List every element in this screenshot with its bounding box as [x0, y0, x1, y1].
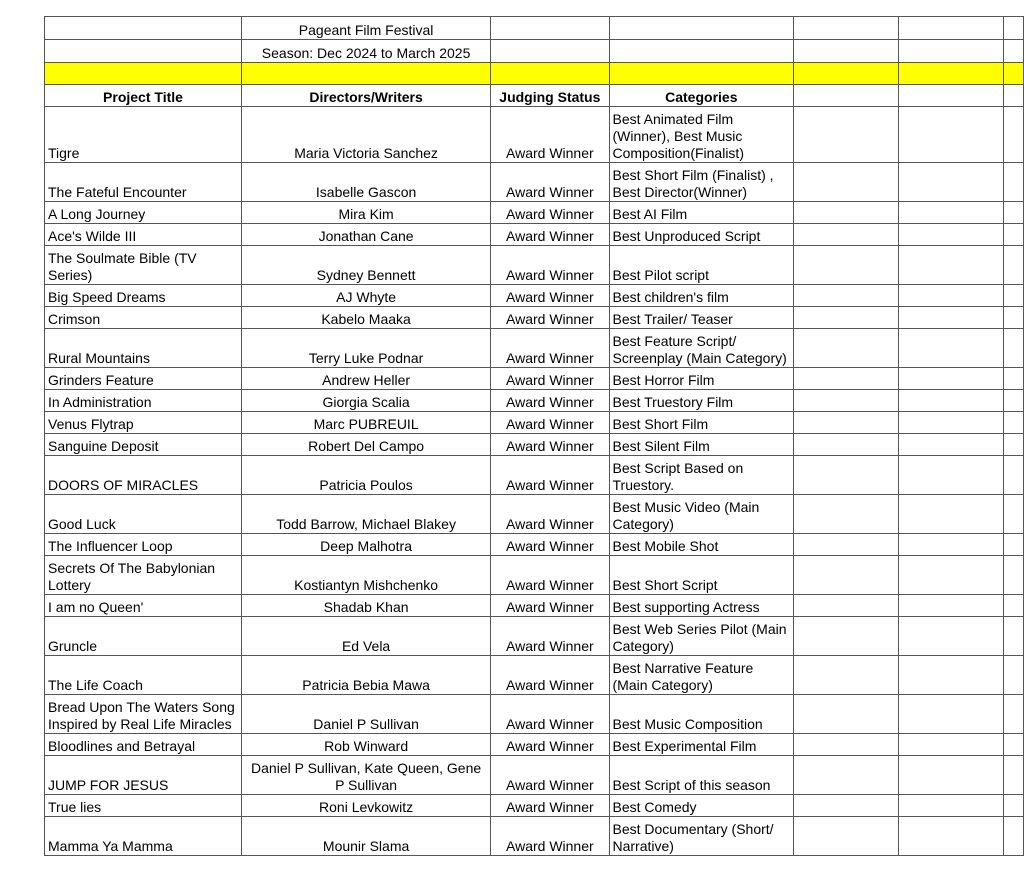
directors-cell[interactable]: Maria Victoria Sanchez	[242, 107, 491, 163]
cell[interactable]	[899, 390, 1004, 412]
cell[interactable]	[794, 734, 899, 756]
cell[interactable]	[899, 434, 1004, 456]
judging-status-cell[interactable]: Award Winner	[491, 617, 609, 656]
cell[interactable]	[794, 556, 899, 595]
cell[interactable]	[899, 617, 1004, 656]
header-directors-writers[interactable]: Directors/Writers	[242, 85, 491, 107]
cell[interactable]	[1004, 163, 1024, 202]
project-title-cell[interactable]: The Fateful Encounter	[45, 163, 242, 202]
categories-cell[interactable]: Best children's film	[609, 285, 794, 307]
cell[interactable]	[45, 40, 242, 63]
judging-status-cell[interactable]: Award Winner	[491, 368, 609, 390]
table-row	[45, 795, 1024, 817]
project-title-cell[interactable]: Secrets Of The Babylonian Lottery	[45, 556, 242, 595]
judging-status-cell[interactable]: Award Winner	[491, 285, 609, 307]
cell[interactable]	[1004, 817, 1024, 856]
cell[interactable]	[794, 817, 899, 856]
title-row	[45, 17, 1024, 40]
cell[interactable]	[1004, 456, 1024, 495]
cell[interactable]	[1004, 202, 1024, 224]
cell[interactable]	[491, 63, 609, 85]
cell[interactable]	[1004, 40, 1024, 63]
directors-cell[interactable]: Patricia Bebia Mawa	[242, 656, 491, 695]
categories-cell[interactable]: Best Music Video (Main Category)	[609, 495, 794, 534]
directors-cell[interactable]: Ed Vela	[242, 617, 491, 656]
table-row	[45, 202, 1024, 224]
cell[interactable]	[899, 307, 1004, 329]
table-row	[45, 246, 1024, 285]
project-title-cell[interactable]: The Influencer Loop	[45, 534, 242, 556]
table-row	[45, 534, 1024, 556]
project-title-cell[interactable]: Bloodlines and Betrayal	[45, 734, 242, 756]
judging-status-cell[interactable]: Award Winner	[491, 224, 609, 246]
categories-cell[interactable]: Best Documentary (Short/ Narrative)	[609, 817, 794, 856]
categories-cell[interactable]: Best Comedy	[609, 795, 794, 817]
spreadsheet-table	[44, 16, 1024, 856]
categories-cell[interactable]: Best Short Film	[609, 412, 794, 434]
season-row	[45, 40, 1024, 63]
judging-status-cell[interactable]: Award Winner	[491, 534, 609, 556]
cell[interactable]	[1004, 63, 1024, 85]
table-row	[45, 734, 1024, 756]
cell[interactable]	[899, 556, 1004, 595]
categories-cell[interactable]: Best Script of this season	[609, 756, 794, 795]
categories-cell[interactable]: Best Experimental Film	[609, 734, 794, 756]
cell[interactable]	[1004, 795, 1024, 817]
project-title-cell[interactable]: Big Speed Dreams	[45, 285, 242, 307]
cell[interactable]	[899, 40, 1004, 63]
judging-status-cell[interactable]: Award Winner	[491, 734, 609, 756]
directors-cell[interactable]: Roni Levkowitz	[242, 795, 491, 817]
cell[interactable]	[899, 285, 1004, 307]
cell[interactable]	[899, 412, 1004, 434]
cell[interactable]	[1004, 495, 1024, 534]
cell[interactable]	[491, 40, 609, 63]
categories-cell[interactable]: Best Animated Film (Winner), Best Music Composition(Finalist)	[609, 107, 794, 163]
cell[interactable]	[899, 695, 1004, 734]
cell[interactable]	[899, 656, 1004, 695]
highlight-row	[45, 63, 1024, 85]
header-judging-status[interactable]: Judging Status	[491, 85, 609, 107]
table-row	[45, 595, 1024, 617]
cell[interactable]	[1004, 224, 1024, 246]
cell[interactable]	[899, 595, 1004, 617]
cell[interactable]	[899, 795, 1004, 817]
cell[interactable]	[899, 17, 1004, 40]
cell[interactable]	[899, 202, 1004, 224]
cell[interactable]	[491, 17, 609, 40]
directors-cell[interactable]: Mira Kim	[242, 202, 491, 224]
table-row	[45, 556, 1024, 595]
cell[interactable]	[899, 224, 1004, 246]
directors-cell[interactable]: Kostiantyn Mishchenko	[242, 556, 491, 595]
cell[interactable]	[1004, 434, 1024, 456]
cell[interactable]	[794, 17, 899, 40]
cell[interactable]	[794, 246, 899, 285]
cell[interactable]	[1004, 390, 1024, 412]
categories-cell[interactable]: Best Feature Script/ Screenplay (Main Category)	[609, 329, 794, 368]
cell[interactable]	[1004, 307, 1024, 329]
project-title-cell[interactable]: JUMP FOR JESUS	[45, 756, 242, 795]
judging-status-cell[interactable]: Award Winner	[491, 329, 609, 368]
directors-cell[interactable]: Shadab Khan	[242, 595, 491, 617]
header-project-title[interactable]: Project Title	[45, 85, 242, 107]
categories-cell[interactable]: Best AI Film	[609, 202, 794, 224]
project-title-cell[interactable]: Sanguine Deposit	[45, 434, 242, 456]
cell[interactable]	[899, 246, 1004, 285]
cell[interactable]	[242, 63, 491, 85]
directors-cell[interactable]: Patricia Poulos	[242, 456, 491, 495]
cell[interactable]	[45, 63, 242, 85]
cell[interactable]	[1004, 656, 1024, 695]
directors-cell[interactable]: Mounir Slama	[242, 817, 491, 856]
cell[interactable]	[1004, 107, 1024, 163]
cell[interactable]	[794, 107, 899, 163]
project-title-cell[interactable]: I am no Queen'	[45, 595, 242, 617]
cell[interactable]	[899, 734, 1004, 756]
directors-cell[interactable]: Jonathan Cane	[242, 224, 491, 246]
judging-status-cell[interactable]: Award Winner	[491, 390, 609, 412]
cell[interactable]	[794, 63, 899, 85]
cell[interactable]	[899, 495, 1004, 534]
cell[interactable]	[899, 85, 1004, 107]
cell[interactable]	[899, 456, 1004, 495]
directors-cell[interactable]: Kabelo Maaka	[242, 307, 491, 329]
judging-status-cell[interactable]: Award Winner	[491, 756, 609, 795]
directors-cell[interactable]: Giorgia Scalia	[242, 390, 491, 412]
cell[interactable]	[1004, 595, 1024, 617]
cell[interactable]	[794, 695, 899, 734]
table-row	[45, 368, 1024, 390]
project-title-cell[interactable]: Gruncle	[45, 617, 242, 656]
cell[interactable]	[794, 434, 899, 456]
cell[interactable]	[794, 329, 899, 368]
table-row	[45, 695, 1024, 734]
judging-status-cell[interactable]: Award Winner	[491, 495, 609, 534]
categories-cell[interactable]: Best Narrative Feature (Main Category)	[609, 656, 794, 695]
table-row	[45, 495, 1024, 534]
cell[interactable]	[794, 390, 899, 412]
project-title-cell[interactable]: Tigre	[45, 107, 242, 163]
cell[interactable]	[899, 534, 1004, 556]
cell[interactable]	[794, 285, 899, 307]
directors-cell[interactable]: Isabelle Gascon	[242, 163, 491, 202]
cell[interactable]	[899, 329, 1004, 368]
table-row	[45, 107, 1024, 163]
cell[interactable]	[794, 795, 899, 817]
categories-cell[interactable]: Best Horror Film	[609, 368, 794, 390]
table-row	[45, 617, 1024, 656]
cell[interactable]	[794, 756, 899, 795]
cell[interactable]	[1004, 534, 1024, 556]
cell[interactable]	[609, 40, 794, 63]
cell[interactable]	[1004, 368, 1024, 390]
table-row	[45, 456, 1024, 495]
judging-status-cell[interactable]: Award Winner	[491, 412, 609, 434]
cell[interactable]	[794, 163, 899, 202]
cell[interactable]	[899, 107, 1004, 163]
directors-cell[interactable]: Todd Barrow, Michael Blakey	[242, 495, 491, 534]
judging-status-cell[interactable]: Award Winner	[491, 246, 609, 285]
cell[interactable]	[794, 412, 899, 434]
cell[interactable]	[1004, 412, 1024, 434]
cell[interactable]	[899, 63, 1004, 85]
cell[interactable]	[1004, 734, 1024, 756]
judging-status-cell[interactable]: Award Winner	[491, 202, 609, 224]
project-title-cell[interactable]: The Life Coach	[45, 656, 242, 695]
cell[interactable]	[794, 307, 899, 329]
table-row	[45, 329, 1024, 368]
project-title-cell[interactable]: A Long Journey	[45, 202, 242, 224]
project-title-cell[interactable]: Ace's Wilde III	[45, 224, 242, 246]
cell[interactable]	[794, 534, 899, 556]
directors-cell[interactable]: Sydney Bennett	[242, 246, 491, 285]
header-categories[interactable]: Categories	[609, 85, 794, 107]
cell[interactable]	[899, 368, 1004, 390]
judging-status-cell[interactable]: Award Winner	[491, 456, 609, 495]
project-title-cell[interactable]: DOORS OF MIRACLES	[45, 456, 242, 495]
cell[interactable]	[794, 40, 899, 63]
table-row	[45, 412, 1024, 434]
cell[interactable]	[794, 595, 899, 617]
cell[interactable]	[794, 617, 899, 656]
cell[interactable]	[794, 656, 899, 695]
project-title-cell[interactable]: Crimson	[45, 307, 242, 329]
table-row	[45, 307, 1024, 329]
categories-cell[interactable]: Best Music Composition	[609, 695, 794, 734]
project-title-cell[interactable]: Grinders Feature	[45, 368, 242, 390]
categories-cell[interactable]: Best Pilot script	[609, 246, 794, 285]
judging-status-cell[interactable]: Award Winner	[491, 307, 609, 329]
directors-cell[interactable]: AJ Whyte	[242, 285, 491, 307]
categories-cell[interactable]: Best Short Script	[609, 556, 794, 595]
categories-cell[interactable]: Best Silent Film	[609, 434, 794, 456]
cell[interactable]	[794, 456, 899, 495]
table-row	[45, 756, 1024, 795]
table-row	[45, 434, 1024, 456]
cell[interactable]	[794, 202, 899, 224]
project-title-cell[interactable]: In Administration	[45, 390, 242, 412]
directors-cell[interactable]: Daniel P Sullivan	[242, 695, 491, 734]
project-title-cell[interactable]: Mamma Ya Mamma	[45, 817, 242, 856]
directors-cell[interactable]: Terry Luke Podnar	[242, 329, 491, 368]
project-title-cell[interactable]: Bread Upon The Waters Song Inspired by Real Life Miracles	[45, 695, 242, 734]
judging-status-cell[interactable]: Award Winner	[491, 595, 609, 617]
project-title-cell[interactable]: True lies	[45, 795, 242, 817]
directors-cell[interactable]: Deep Malhotra	[242, 534, 491, 556]
project-title-cell[interactable]: Venus Flytrap	[45, 412, 242, 434]
table-row	[45, 163, 1024, 202]
project-title-cell[interactable]: Good Luck	[45, 495, 242, 534]
cell[interactable]	[794, 224, 899, 246]
cell[interactable]	[1004, 695, 1024, 734]
table-row	[45, 656, 1024, 695]
judging-status-cell[interactable]: Award Winner	[491, 656, 609, 695]
cell[interactable]	[794, 85, 899, 107]
directors-cell[interactable]: Rob Winward	[242, 734, 491, 756]
judging-status-cell[interactable]: Award Winner	[491, 163, 609, 202]
directors-cell[interactable]: Marc PUBREUIL	[242, 412, 491, 434]
cell[interactable]	[1004, 756, 1024, 795]
cell[interactable]	[899, 756, 1004, 795]
categories-cell[interactable]: Best Unproduced Script	[609, 224, 794, 246]
table-row	[45, 390, 1024, 412]
cell[interactable]	[1004, 246, 1024, 285]
judging-status-cell[interactable]: Award Winner	[491, 695, 609, 734]
festival-season[interactable]: Season: Dec 2024 to March 2025	[242, 40, 491, 63]
cell[interactable]	[899, 163, 1004, 202]
project-title-cell[interactable]: The Soulmate Bible (TV Series)	[45, 246, 242, 285]
cell[interactable]	[1004, 617, 1024, 656]
cell[interactable]	[1004, 329, 1024, 368]
cell[interactable]	[1004, 17, 1024, 40]
cell[interactable]	[794, 368, 899, 390]
cell[interactable]	[794, 495, 899, 534]
categories-cell[interactable]: Best Short Film (Finalist) , Best Director(Winner)	[609, 163, 794, 202]
cell[interactable]	[609, 63, 794, 85]
cell[interactable]	[609, 17, 794, 40]
categories-cell[interactable]: Best Truestory Film	[609, 390, 794, 412]
directors-cell[interactable]: Andrew Heller	[242, 368, 491, 390]
table-row	[45, 224, 1024, 246]
cell[interactable]	[45, 17, 242, 40]
judging-status-cell[interactable]: Award Winner	[491, 434, 609, 456]
judging-status-cell[interactable]: Award Winner	[491, 817, 609, 856]
cell[interactable]	[1004, 556, 1024, 595]
judging-status-cell[interactable]: Award Winner	[491, 556, 609, 595]
directors-cell[interactable]: Daniel P Sullivan, Kate Queen, Gene P Sullivan	[242, 756, 491, 795]
cell[interactable]	[899, 817, 1004, 856]
categories-cell[interactable]: Best Script Based on Truestory.	[609, 456, 794, 495]
categories-cell[interactable]: Best supporting Actress	[609, 595, 794, 617]
table-row	[45, 285, 1024, 307]
festival-title[interactable]: Pageant Film Festival	[242, 17, 491, 40]
cell[interactable]	[1004, 285, 1024, 307]
table-row	[45, 817, 1024, 856]
header-row	[45, 85, 1024, 107]
categories-cell[interactable]: Best Trailer/ Teaser	[609, 307, 794, 329]
judging-status-cell[interactable]: Award Winner	[491, 795, 609, 817]
cell[interactable]	[1004, 85, 1024, 107]
categories-cell[interactable]: Best Web Series Pilot (Main Category)	[609, 617, 794, 656]
categories-cell[interactable]: Best Mobile Shot	[609, 534, 794, 556]
judging-status-cell[interactable]: Award Winner	[491, 107, 609, 163]
project-title-cell[interactable]: Rural Mountains	[45, 329, 242, 368]
directors-cell[interactable]: Robert Del Campo	[242, 434, 491, 456]
